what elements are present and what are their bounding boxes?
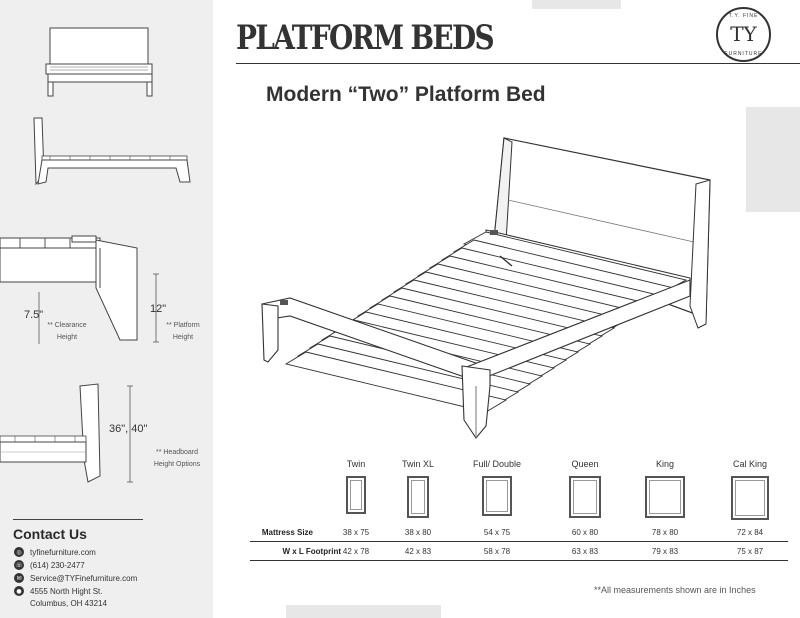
brand-logo (716, 7, 771, 62)
website-text[interactable]: tyfinefurniture.com (30, 547, 96, 557)
contact-divider (13, 519, 143, 520)
mattress-size-cell: 54 x 75 (483, 528, 511, 537)
mattress-outline-icon (482, 476, 512, 516)
right-decor-block (746, 107, 800, 212)
mattress-outline-icon (645, 476, 685, 518)
footprint-cell: 63 x 83 (571, 547, 599, 556)
platform-bed-illustration (250, 130, 720, 450)
size-column (378, 459, 458, 518)
headboard-note-line2: Height Options (153, 461, 201, 468)
clearance-height-note (42, 320, 92, 344)
mail-icon: ✉ (14, 573, 24, 583)
size-column (710, 459, 790, 520)
headboard-height-value: 36", 40" (109, 423, 148, 435)
mattress-outline-icon (569, 476, 601, 518)
location-pin-icon: ● (14, 586, 24, 596)
bed-front-view-image (40, 24, 160, 104)
mattress-size-cell: 60 x 80 (571, 528, 599, 537)
mattress-outline-icon (407, 476, 429, 518)
contact-website[interactable] (14, 547, 96, 557)
size-name: Full/ Double (472, 459, 522, 469)
contact-phone[interactable] (14, 560, 85, 570)
platform-height-value: 12" (150, 303, 167, 315)
size-column (545, 459, 625, 518)
clearance-note-line2: Height (56, 334, 78, 341)
contact-email[interactable] (14, 573, 137, 583)
mattress-outline-icon (731, 476, 769, 520)
logo-letters: TY (730, 22, 757, 46)
phone-text[interactable]: (614) 230-2477 (30, 560, 85, 570)
address-line1: 4555 North Hight St. (30, 586, 103, 596)
footprint-cell: 79 x 83 (651, 547, 679, 556)
clearance-height-value: 7.5" (24, 309, 44, 321)
footprint-cell: 42 x 83 (404, 547, 432, 556)
mattress-size-cell: 38 x 75 (342, 528, 370, 537)
size-column (457, 459, 537, 516)
header-rule (236, 63, 800, 64)
contact-title: Contact Us (13, 526, 87, 542)
contact-address (14, 586, 102, 596)
size-name: King (655, 459, 674, 469)
phone-icon: ☏ (15, 561, 23, 569)
headboard-height-note (144, 447, 210, 471)
mattress-size-cell: 72 x 84 (736, 528, 764, 537)
table-rule-2 (250, 560, 788, 561)
size-name: Cal King (732, 459, 768, 469)
address-line2: Columbus, OH 43214 (30, 599, 107, 608)
brand-title: PLATFORM BEDS (236, 18, 494, 58)
product-title: Modern “Two” Platform Bed (266, 83, 546, 106)
mattress-outline-icon (346, 476, 366, 514)
logo-top-text: T.Y. FINE (728, 13, 759, 19)
clearance-note-line1: ** Clearance (47, 322, 87, 329)
footprint-cell: 42 x 78 (342, 547, 370, 556)
bed-side-view-image (30, 112, 195, 192)
platform-note-line2: Height (172, 334, 194, 341)
logo-bottom-text: FURNITURE (724, 51, 763, 57)
email-text[interactable]: Service@TYFinefurniture.com (30, 573, 138, 583)
sidebar (0, 0, 213, 618)
globe-icon: ◎ (14, 547, 24, 557)
top-decor-block (532, 0, 621, 9)
size-name: Twin (346, 459, 366, 469)
footprint-cell: 58 x 78 (483, 547, 511, 556)
headboard-note-line1: ** Headboard (155, 449, 199, 456)
platform-note-line1: ** Platform (166, 322, 200, 329)
size-name: Queen (571, 459, 599, 469)
bottom-decor-block (286, 605, 441, 618)
mattress-size-cell: 78 x 80 (651, 528, 679, 537)
footprint-label: W x L Footprint (282, 547, 341, 556)
table-rule-1 (250, 541, 788, 542)
platform-height-note (160, 320, 206, 344)
measurement-footnote: **All measurements shown are in Inches (594, 585, 756, 595)
mattress-size-cell: 38 x 80 (404, 528, 432, 537)
bed-headboard-side-image (0, 380, 110, 485)
mattress-size-label: Mattress Size (261, 528, 313, 537)
footprint-cell: 75 x 87 (736, 547, 764, 556)
size-column (625, 459, 705, 518)
size-name: Twin XL (401, 459, 434, 469)
